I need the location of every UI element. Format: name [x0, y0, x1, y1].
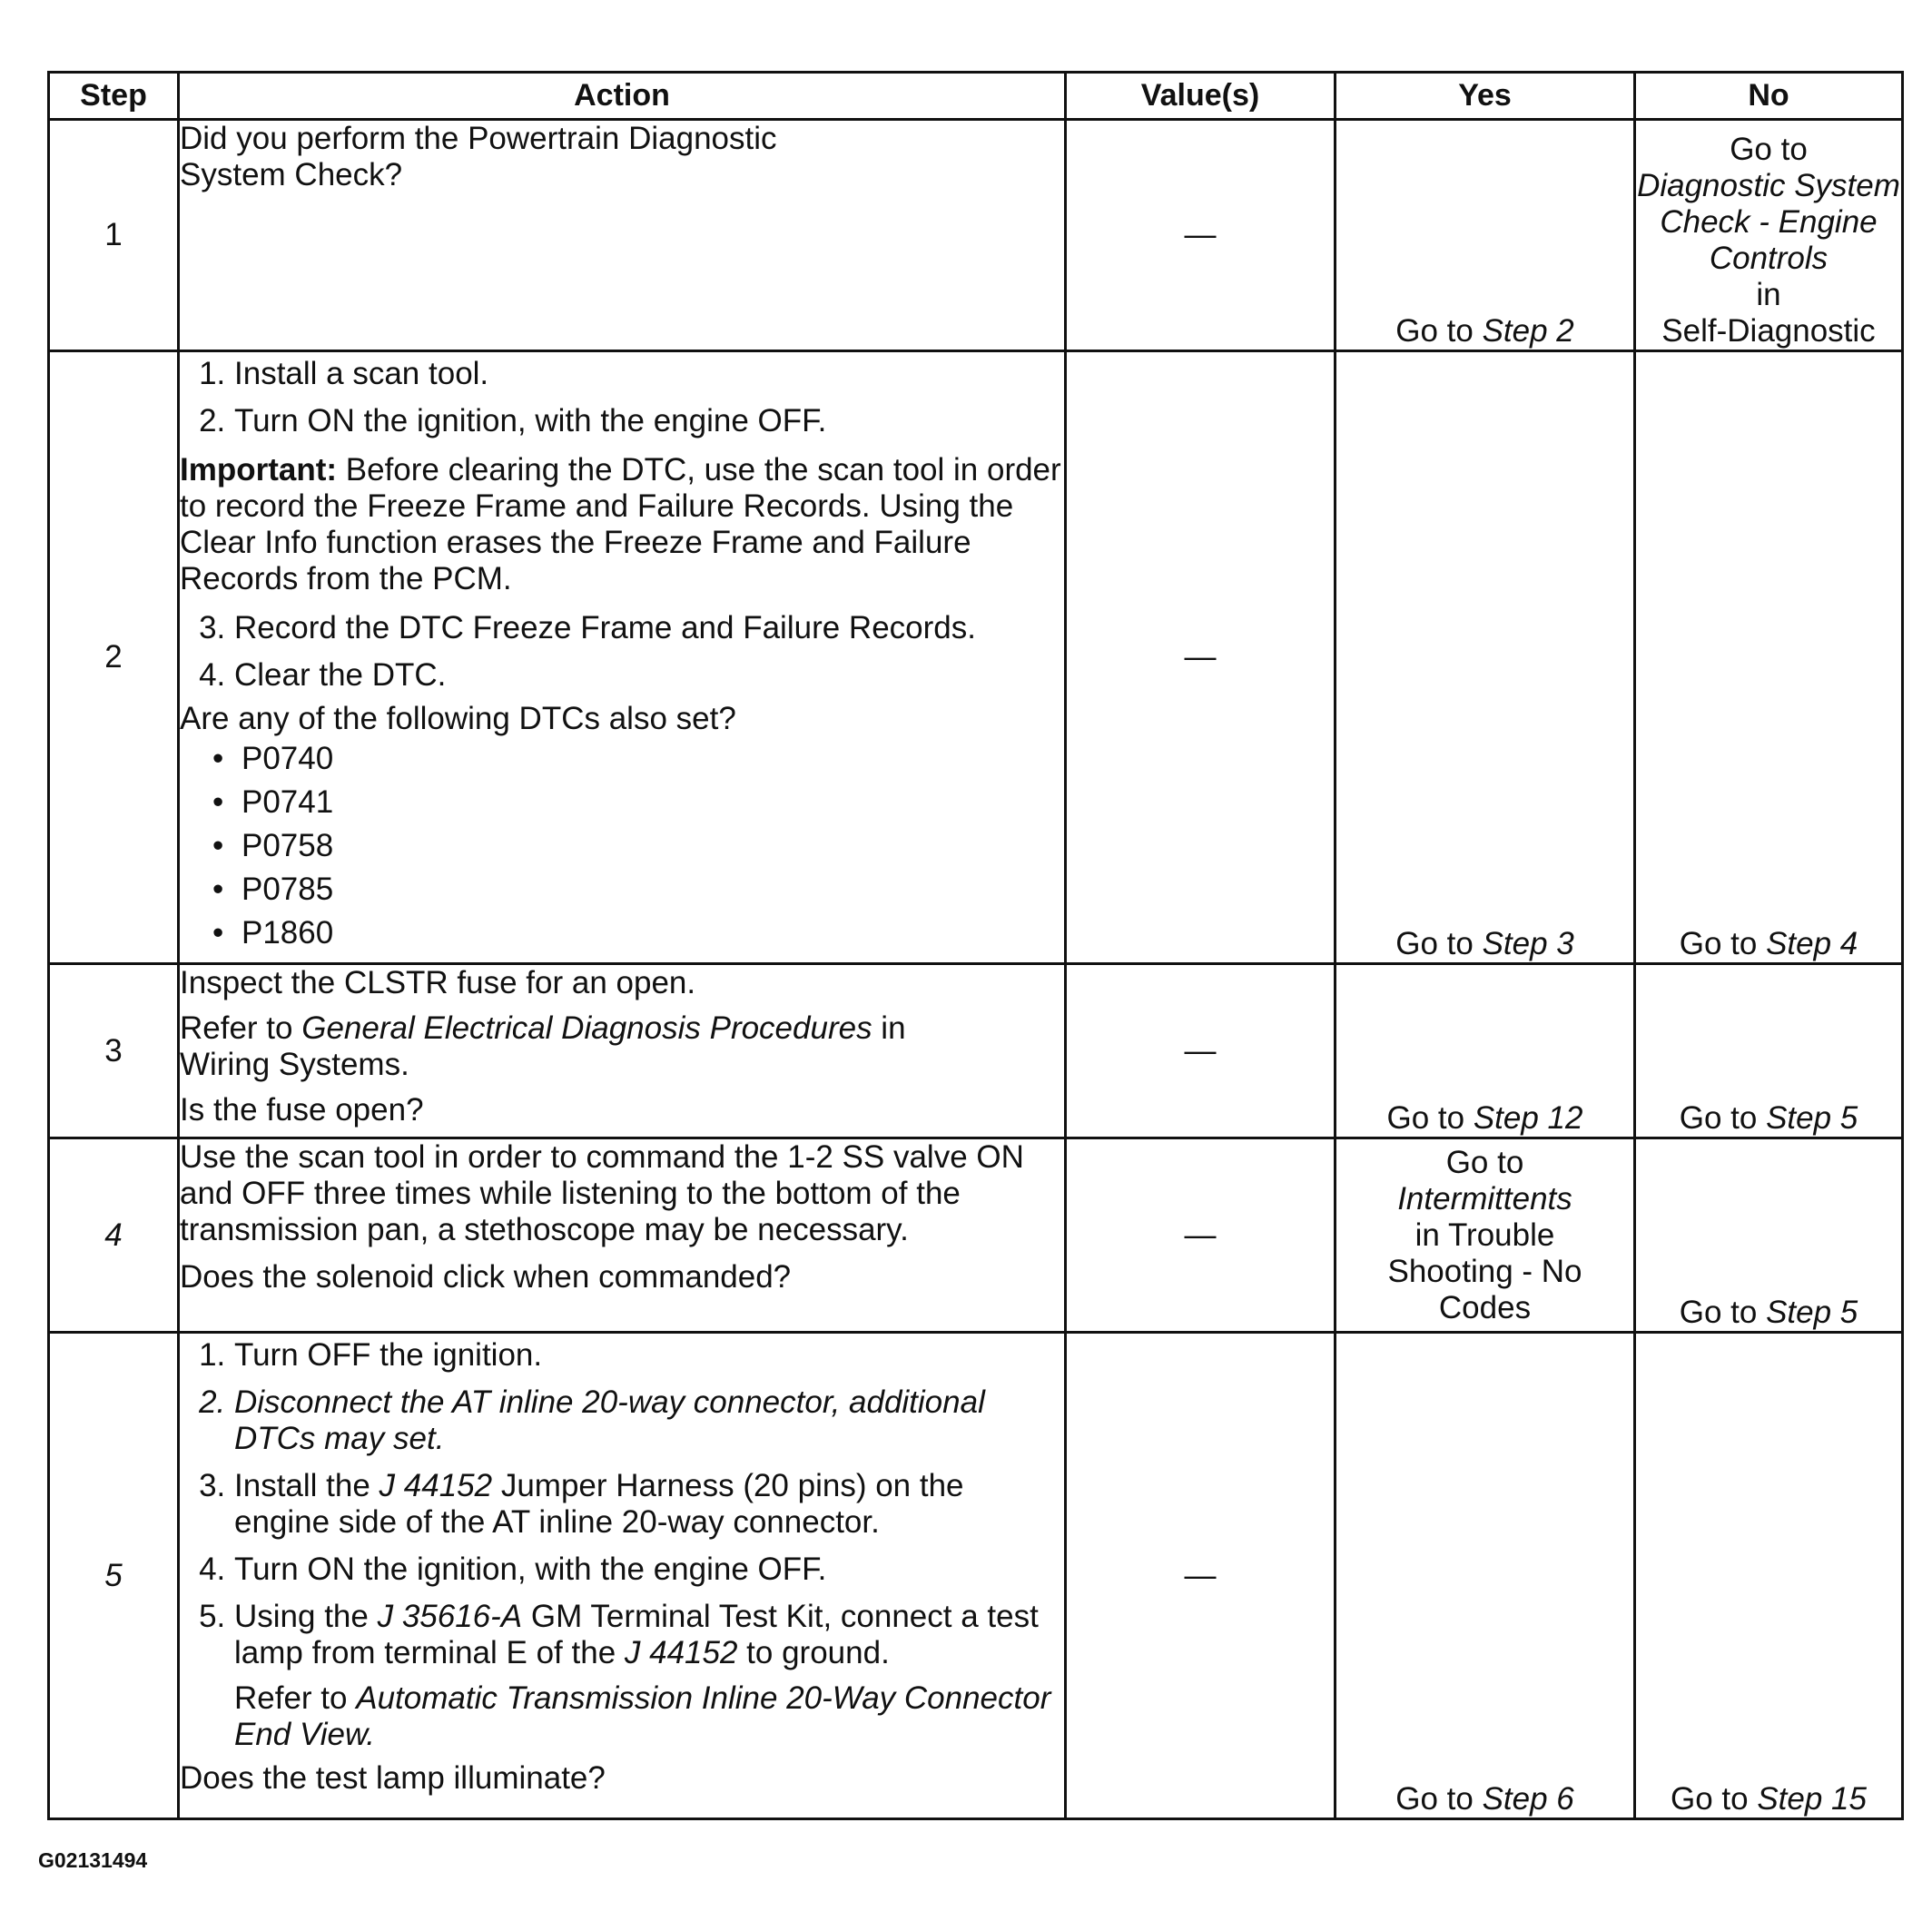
- step-number: 1: [49, 120, 179, 351]
- list-item: • P0785: [212, 872, 334, 907]
- reference-link[interactable]: General Electrical Diagnosis Procedures: [301, 1010, 872, 1046]
- reference-link[interactable]: Automatic Transmission Inline 20-Way Connector End View.: [234, 1680, 1051, 1752]
- important-note: Important: Before clearing the DTC, use the scan tool in order to record the Freeze Frame and Failure Records. Using the Clear Info function erases the Freeze Frame and Failure Records from the PCM.: [180, 452, 1061, 596]
- list-item: 1. Install a scan tool.: [234, 352, 1064, 399]
- list-item: 4. Turn ON the ignition, with the engine OFF.: [234, 1548, 1064, 1595]
- question-text: Does the solenoid click when commanded?: [180, 1259, 792, 1295]
- step-number: 5: [49, 1333, 179, 1819]
- table-row-step-1: [49, 120, 1903, 351]
- no-cell: Go to Diagnostic System Check - Engine Controls in Self-Diagnostic: [1635, 120, 1903, 351]
- action-cell: [179, 351, 1066, 964]
- no-cell: Go to Step 5: [1635, 1138, 1903, 1333]
- yes-cell: Go to Step 2: [1336, 120, 1635, 351]
- list-item: 2. Turn ON the ignition, with the engine OFF.: [234, 399, 1064, 447]
- list-item: • P1860: [212, 915, 334, 951]
- action-cell: [179, 964, 1066, 1138]
- list-item: 2. Disconnect the AT inline 20-way connector, additional DTCs may set.: [234, 1381, 1064, 1464]
- yes-cell: Go to Intermittents in Trouble Shooting - No Codes: [1336, 1138, 1635, 1333]
- diagnostic-table: [47, 71, 1904, 1820]
- figure-id: G02131494: [38, 1848, 148, 1872]
- list-item: 5. Using the J 35616-A GM Terminal Test Kit, connect a test lamp from terminal E of the J 44152 to ground. Refer to Automatic Transmission Inline 20-Way Connector End View.: [234, 1595, 1064, 1760]
- list-item: 3. Install the J 44152 Jumper Harness (20 pins) on the engine side of the AT inline 20-way connector.: [234, 1464, 1064, 1548]
- tool-ref: J 44152: [624, 1635, 738, 1670]
- step-link[interactable]: Step 12: [1473, 1100, 1583, 1136]
- no-cell: Go to Step 4: [1635, 351, 1903, 964]
- procedure-list: [180, 606, 1064, 701]
- step-link[interactable]: Step 15: [1757, 1781, 1867, 1817]
- diagnostic-system-check-link[interactable]: Diagnostic System Check - Engine Controls: [1637, 168, 1900, 276]
- tool-ref: J 44152: [379, 1468, 493, 1503]
- question-text: Is the fuse open?: [180, 1092, 424, 1128]
- header-step: Step: [49, 73, 179, 120]
- list-item: • P0741: [212, 784, 334, 820]
- step-link[interactable]: Step 3: [1482, 926, 1574, 961]
- question-text: Does the test lamp illuminate?: [180, 1760, 606, 1796]
- yes-cell: Go to Step 3: [1336, 351, 1635, 964]
- action-cell: [179, 1333, 1066, 1819]
- reference-text: Refer to Automatic Transmission Inline 20-Way Connector End View.: [234, 1680, 1051, 1752]
- tool-ref: J 35616-A: [377, 1599, 523, 1634]
- no-cell: Go to Step 15: [1635, 1333, 1903, 1819]
- question-text: Are any of the following DTCs also set?: [180, 701, 736, 736]
- table-row-step-5: [49, 1333, 1903, 1819]
- table-row-step-3: [49, 964, 1903, 1138]
- list-item: 1. Turn OFF the ignition.: [234, 1334, 1064, 1381]
- yes-cell: Go to Step 12: [1336, 964, 1635, 1138]
- action-text: Use the scan tool in order to command the 1-2 SS valve ON and OFF three times while listening to the bottom of the transmission pan, a stethoscope may be necessary.: [180, 1139, 1024, 1247]
- action-cell: [179, 120, 1066, 351]
- table-row-step-2: [49, 351, 1903, 964]
- step-link[interactable]: Step 5: [1766, 1100, 1858, 1136]
- reference-text: Refer to General Electrical Diagnosis Procedures in Wiring Systems.: [180, 1010, 906, 1082]
- header-values: Value(s): [1066, 73, 1336, 120]
- value-cell: —: [1066, 120, 1336, 351]
- header-no: No: [1635, 73, 1903, 120]
- header-action: Action: [179, 73, 1066, 120]
- value-cell: —: [1066, 964, 1336, 1138]
- yes-cell: Go to Step 6: [1336, 1333, 1635, 1819]
- table-row-step-4: [49, 1138, 1903, 1333]
- value-cell: —: [1066, 351, 1336, 964]
- procedure-list: [180, 1334, 1064, 1760]
- step-link[interactable]: Step 4: [1766, 926, 1858, 961]
- step-number: 4: [49, 1138, 179, 1333]
- action-text: Inspect the CLSTR fuse for an open.: [180, 965, 696, 1000]
- list-item: • P0740: [212, 741, 334, 776]
- step-link[interactable]: Step 2: [1482, 313, 1574, 349]
- step-link[interactable]: Step 6: [1482, 1781, 1574, 1817]
- step-number: 2: [49, 351, 179, 964]
- list-item: • P0758: [212, 828, 334, 863]
- action-cell: [179, 1138, 1066, 1333]
- step-link[interactable]: Step 5: [1766, 1295, 1858, 1330]
- list-item: 4. Clear the DTC.: [234, 654, 1064, 701]
- header-row: [49, 73, 1903, 120]
- no-cell: Go to Step 5: [1635, 964, 1903, 1138]
- intermittents-link[interactable]: Intermittents: [1397, 1180, 1572, 1217]
- procedure-list: [180, 352, 1064, 447]
- list-item: 3. Record the DTC Freeze Frame and Failure Records.: [234, 606, 1064, 654]
- action-text: Did you perform the Powertrain Diagnostic System Check?: [180, 121, 777, 192]
- header-yes: Yes: [1336, 73, 1635, 120]
- value-cell: —: [1066, 1333, 1336, 1819]
- value-cell: —: [1066, 1138, 1336, 1333]
- dtc-list: [180, 737, 1064, 955]
- step-number: 3: [49, 964, 179, 1138]
